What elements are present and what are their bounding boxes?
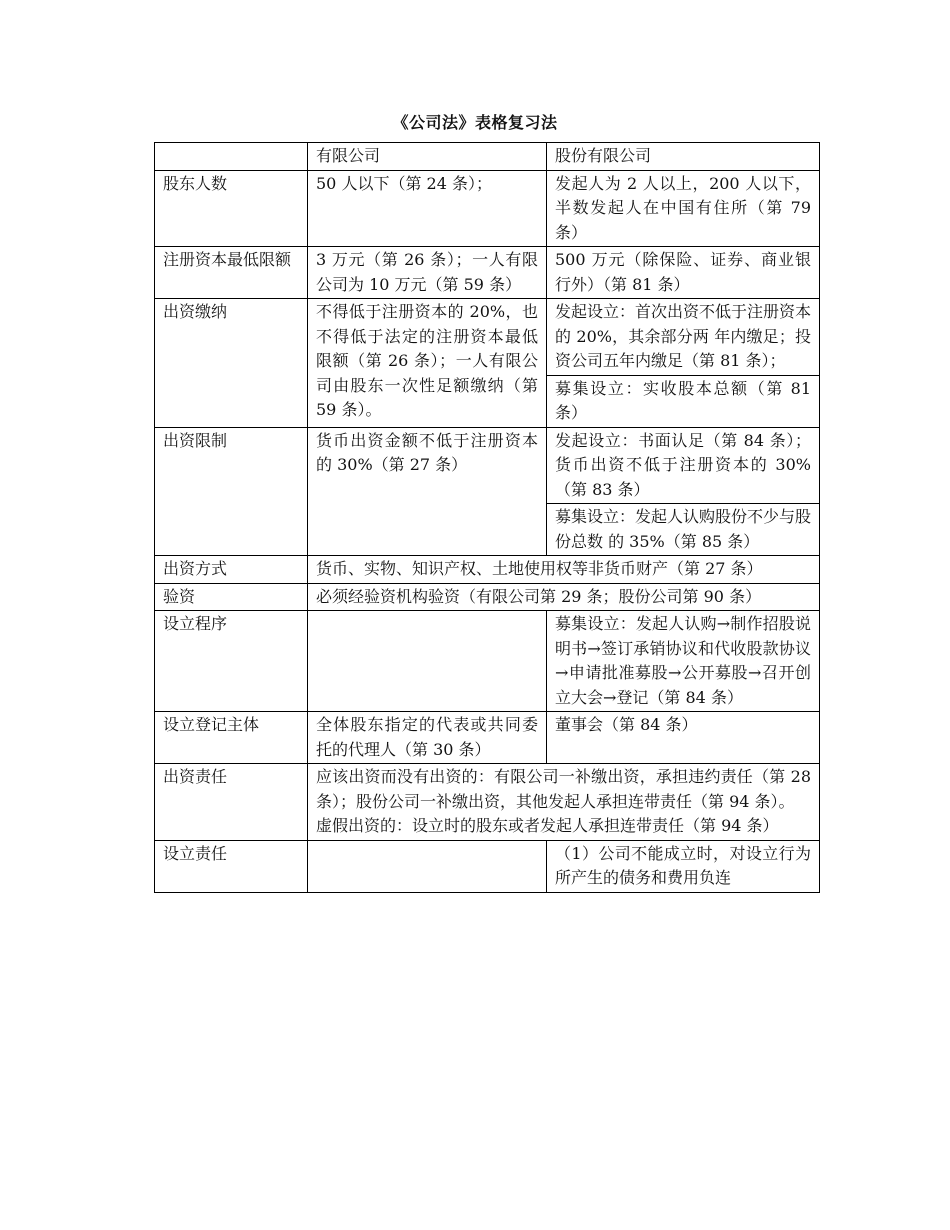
table-row: [155, 712, 820, 764]
table-row: [155, 556, 820, 584]
company-law-table: [154, 142, 820, 893]
liability-false-contribution-text: 虚假出资的：设立时的股东或者发起人承担连带责任（第 94 条）: [316, 816, 779, 835]
cell-ltd-setup-liability: [308, 840, 547, 892]
table-row: [155, 170, 820, 247]
table-row: [155, 840, 820, 892]
cell-ltd-procedure: [308, 611, 547, 712]
table-row: [155, 247, 820, 299]
cell-joint-payment-promotion: 发起设立：首次出资不低于注册资本的 20%，其余部分两 年内缴足；投资公司五年内缴足（第 81 条）；: [547, 299, 820, 376]
cell-shared-method: 货币、实物、知识产权、土地使用权等非货币财产（第 27 条）: [308, 556, 820, 584]
cell-joint-procedure: 募集设立：发起人认购→制作招股说明书→签订承销协议和代收股款协议→申请批准募股→公开募股→召开创立大会→登记（第 84 条）: [547, 611, 820, 712]
row-label-registrant: 设立登记主体: [155, 712, 308, 764]
header-blank-cell: [155, 143, 308, 171]
cell-shared-verification: 必须经验资机构验资（有限公司第 29 条；股份公司第 90 条）: [308, 583, 820, 611]
cell-ltd-limits: 货币出资金额不低于注册资本的 30%（第 27 条）: [308, 427, 547, 556]
cell-ltd-capital-min: 3 万元（第 26 条）；一人有限公司为 10 万元（第 59 条）: [308, 247, 547, 299]
cell-joint-shareholders: 发起人为 2 人以上，200 人以下，半数发起人在中国有住所（第 79 条）: [547, 170, 820, 247]
cell-ltd-registrant: 全体股东指定的代表或共同委托的代理人（第 30 条）: [308, 712, 547, 764]
cell-joint-registrant: 董事会（第 84 条）: [547, 712, 820, 764]
cell-ltd-shareholders: 50 人以下（第 24 条）；: [308, 170, 547, 247]
table-header-row: [155, 143, 820, 171]
row-label-payment: 出资缴纳: [155, 299, 308, 428]
header-limited-company: 有限公司: [308, 143, 547, 171]
header-joint-stock-company: 股份有限公司: [547, 143, 820, 171]
row-label-setup-liability: 设立责任: [155, 840, 308, 892]
row-label-capital-min: 注册资本最低限额: [155, 247, 308, 299]
row-label-limits: 出资限制: [155, 427, 308, 556]
table-row: [155, 611, 820, 712]
page-title: 《公司法》表格复习法: [392, 113, 558, 132]
cell-joint-payment-offering: 募集设立：实收股本总额（第 81 条）: [547, 375, 820, 427]
table-row: [155, 427, 820, 504]
table-row: [155, 764, 820, 841]
cell-joint-capital-min: 500 万元（除保险、证券、商业银行外）（第 81 条）: [547, 247, 820, 299]
row-label-method: 出资方式: [155, 556, 308, 584]
cell-shared-liability: [308, 764, 820, 841]
row-label-shareholders: 股东人数: [155, 170, 308, 247]
cell-joint-setup-liability: （1）公司不能成立时，对设立行为所产生的债务和费用负连: [547, 840, 820, 892]
liability-unpaid-text: 应该出资而没有出资的：有限公司一补缴出资，承担违约责任（第 28 条）；股份公司一补缴出资，其他发起人承担连带责任（第 94 条）。: [316, 767, 811, 811]
cell-joint-limits-promotion: 发起设立：书面认足（第 84 条）；货币出资不低于注册资本的 30%（第 83 条）: [547, 427, 820, 504]
row-label-procedure: 设立程序: [155, 611, 308, 712]
table-row: [155, 299, 820, 376]
row-label-liability: 出资责任: [155, 764, 308, 841]
cell-joint-limits-offering: 募集设立：发起人认购股份不少与股 份总数 的 35%（第 85 条）: [547, 504, 820, 556]
row-label-verification: 验资: [155, 583, 308, 611]
table-row: [155, 583, 820, 611]
cell-ltd-payment: 不得低于注册资本的 20%，也不得低于法定的注册资本最低限额（第 26 条）；一人有限公司由股东一次性足额缴纳（第 59 条）。: [308, 299, 547, 428]
